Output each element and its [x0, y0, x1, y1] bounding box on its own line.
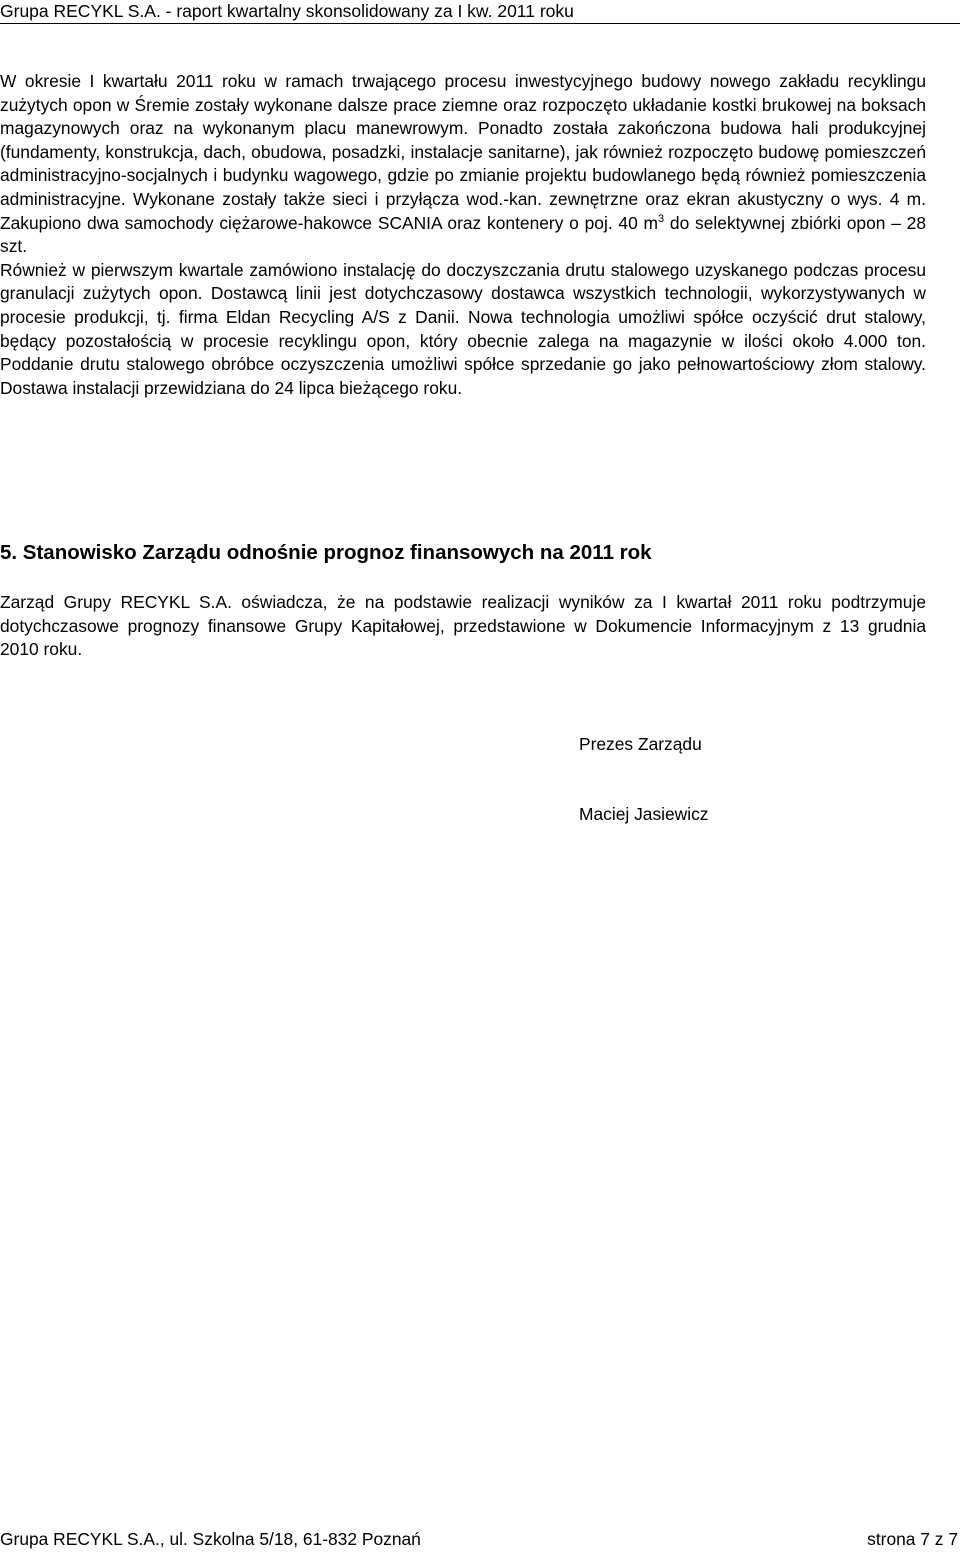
page-number: strona 7 z 7	[867, 1529, 958, 1549]
paragraph-wire-cleaning: Również w pierwszym kwartale zamówiono instalację do doczyszczania drutu stalowego uzyskanego podczas procesu granulacji zużytych opon. Dostawcą linii jest dotychczasowy dostawca wszystkich technologii, wykorzystywanych w procesie produkcji, tj. firma Eldan Recycling A/S z Danii. Nowa technologia umożliwi spółce oczyścić drut stalowy, będący pozostałością w procesie recyklingu opon, który obecnie zalega na magazynie w ilości około 4.000 ton. Poddanie drutu stalowego obróbce oczyszczenia umożliwi spółce sprzedanie go jako pełnowartościowy złom stalowy. Dostawa instalacji przewidziana do 24 lipca bieżącego roku.	[0, 259, 926, 398]
superscript-cubic: 3	[658, 212, 665, 225]
signature-title: Prezes Zarządu	[579, 734, 702, 754]
board-statement-text: Zarząd Grupy RECYKL S.A. oświadcza, że na podstawie realizacji wyników za I kwartał 2011 roku podtrzymuje dotychczasowe prognozy finansowe Grupy Kapitałowej, przedstawione w Dokumencie Informacyjnym z 13 grudnia 2010 roku.	[0, 592, 926, 660]
paragraph-investment	[0, 70, 926, 259]
signature-name: Maciej Jasiewicz	[579, 804, 709, 824]
footer-address: Grupa RECYKL S.A., ul. Szkolna 5/18, 61-832 Poznań	[0, 1529, 421, 1549]
board-statement	[0, 591, 926, 662]
paragraph-investment-end: do selektywnej zbiórki opon – 28 szt.	[0, 212, 926, 257]
paragraph-investment-text: W okresie I kwartału 2011 roku w ramach trwającego procesu inwestycyjnego budowy nowego zakładu recyklingu zużytych opon w Śremie zostały wykonane dalsze prace ziemne oraz rozpoczęto układanie kostki brukowej na boksach magazynowych oraz na wykonanym placu manewrowym. Ponadto została zakończona budowa hali produkcyjnej (fundamenty, konstrukcja, dach, obudowa, posadzki, instalacje sanitarne), jak również rozpoczęto budowę pomieszczeń administracyjno-socjalnych i budynku wagowego, gdzie po zmianie projektu budowlanego będą również pomieszczenia administracyjne. Wykonane zostały także sieci i przyłącza wod.-kan. zewnętrzne oraz ekran akustyczny o wys. 4 m. Zakupiono dwa samochody ciężarowe-hakowce SCANIA oraz kontenery o poj. 40 m	[0, 71, 926, 233]
header-title: Grupa RECYKL S.A. - raport kwartalny skonsolidowany za I kw. 2011 roku	[0, 1, 574, 21]
investment-description	[0, 70, 926, 400]
page-header	[0, 0, 960, 24]
section-heading: 5. Stanowisko Zarządu odnośnie prognoz finansowych na 2011 rok	[0, 541, 652, 564]
